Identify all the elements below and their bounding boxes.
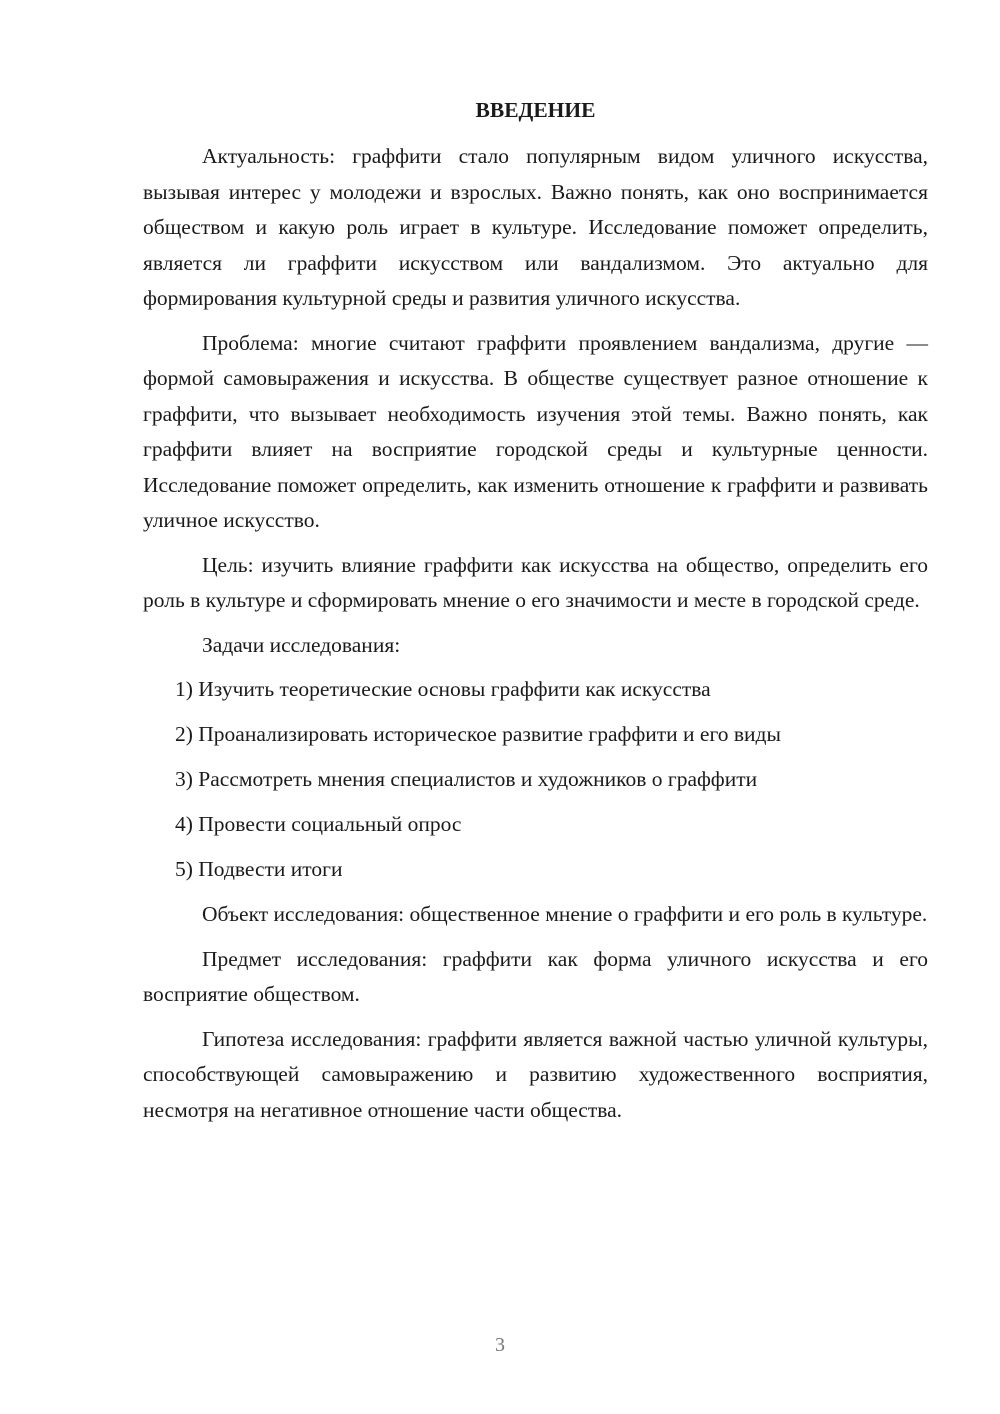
tasks-heading: Задачи исследования: bbox=[202, 632, 401, 657]
task-item-3: 3) Рассмотреть мнения специалистов и художников о граффити bbox=[175, 767, 758, 791]
problem-paragraph: Проблема: многие считают граффити проявлением вандализма, другие — формой самовыражения и искусства. В обществе существует разное отношение к граффити, что вызывает необходимость изучения этой темы. Важно понять, как граффити влияет на восприятие городской среды и культурные ценности. Исследование поможет определить, как изменить отношение к граффити и развивать уличное искусство. bbox=[143, 330, 928, 532]
object-paragraph: Объект исследования: общественное мнение о граффити и его роль в культуре. bbox=[202, 902, 928, 926]
hypothesis-paragraph: Гипотеза исследования: граффити является важной частью уличной культуры, способствующей самовыражению и развитию художественного восприятия, несмотря на негативное отношение части общества. bbox=[143, 1026, 928, 1122]
page-number: 3 bbox=[495, 1334, 505, 1356]
task-item-1: 1) Изучить теоретические основы граффити как искусства bbox=[175, 677, 711, 701]
tasks-list bbox=[143, 672, 928, 888]
goal-paragraph: Цель: изучить влияние граффити как искусства на общество, определить его роль в культуре и сформировать мнение о его значимости и месте в городской среде. bbox=[143, 552, 928, 612]
task-item-5: 5) Подвести итоги bbox=[175, 857, 343, 881]
task-item-4: 4) Провести социальный опрос bbox=[175, 812, 462, 836]
subject-paragraph: Предмет исследования: граффити как форма уличного искусства и его восприятие обществом. bbox=[143, 946, 928, 1006]
relevance-paragraph: Актуальность: граффити стало популярным видом уличного искусства, вызывая интерес у молодежи и взрослых. Важно понять, как оно воспринимается обществом и какую роль играет в культуре. Исследование поможет определить, является ли граффити искусством или вандализмом. Это актуально для формирования культурной среды и развития уличного искусства. bbox=[143, 144, 928, 310]
section-heading: ВВЕДЕНИЕ bbox=[475, 98, 596, 122]
task-item-2: 2) Проанализировать историческое развитие граффити и его виды bbox=[175, 722, 781, 746]
document-page bbox=[143, 93, 928, 1137]
